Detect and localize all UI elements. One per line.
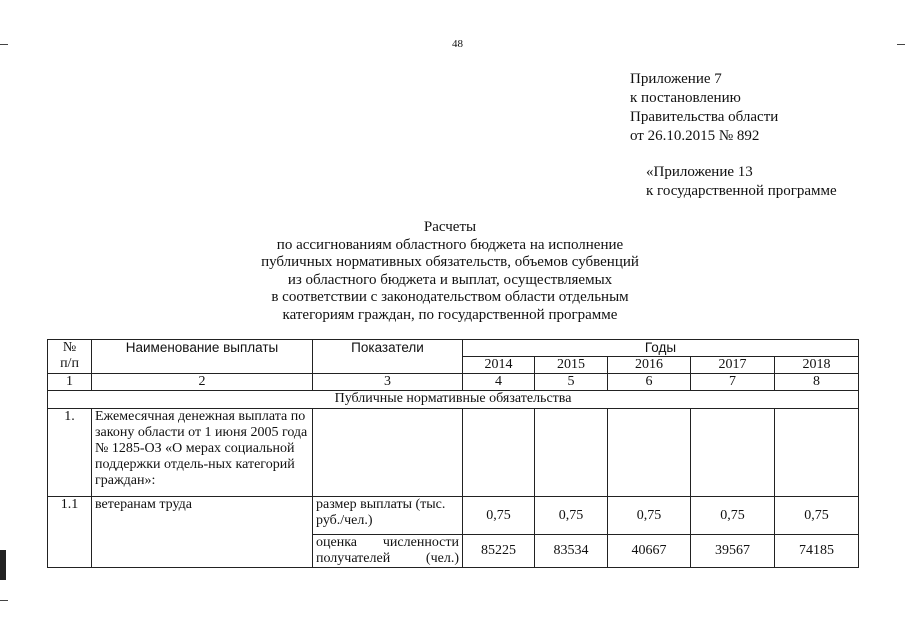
value-cell: 0,75 [775, 497, 859, 535]
appendix-line: Правительства области [630, 109, 779, 125]
appendix-quote-line: «Приложение 13 [646, 164, 753, 180]
value-cell: 39567 [691, 535, 775, 568]
column-number: 4 [463, 374, 535, 391]
appendix-block [630, 70, 778, 146]
table-row [48, 409, 859, 497]
column-number: 1 [48, 374, 92, 391]
header-num-cell [48, 340, 92, 374]
value-cell: 83534 [535, 535, 608, 568]
payment-name: ветеранам труда [92, 497, 313, 568]
appendix-line: Приложение 7 [630, 71, 722, 87]
header-years: Годы [463, 340, 859, 357]
document-title [240, 219, 660, 324]
column-number: 8 [775, 374, 859, 391]
value-cell [691, 409, 775, 497]
value-cell: 74185 [775, 535, 859, 568]
appendix-line: к постановлению [630, 90, 741, 106]
header-num-line2: п/п [60, 356, 79, 371]
scan-binding-mark [0, 550, 6, 580]
scan-edge-mark [0, 600, 8, 601]
title-line: категориям граждан, по государственной программе [282, 306, 618, 323]
value-cell: 0,75 [535, 497, 608, 535]
value-cell: 0,75 [691, 497, 775, 535]
payment-name: Ежемесячная денежная выплата по закону области от 1 июня 2005 года № 1285-ОЗ «О мерах социальной поддержки отдель-ных категорий граждан»: [92, 409, 313, 497]
header-num-line1: № [62, 340, 77, 355]
title-line: по ассигнованиям областного бюджета на исполнение [276, 236, 624, 253]
budget-table [47, 339, 859, 568]
row-number: 1. [48, 409, 92, 497]
column-number: 5 [535, 374, 608, 391]
value-cell: 0,75 [463, 497, 535, 535]
header-indicators: Показатели [313, 340, 463, 374]
section-row [48, 391, 859, 409]
appendix-line: от 26.10.2015 № 892 [630, 128, 760, 144]
page-number: 48 [452, 38, 463, 50]
year-cell: 2017 [691, 357, 775, 374]
header-name: Наименование выплаты [92, 340, 313, 374]
year-cell: 2014 [463, 357, 535, 374]
title-line: в соответствии с законодательством области отдельным [271, 289, 629, 305]
value-cell: 0,75 [608, 497, 691, 535]
table-row [48, 497, 859, 535]
column-number: 2 [92, 374, 313, 391]
indicator-label: оценка численности получателей (чел.) [313, 535, 463, 568]
indicator-cell [313, 409, 463, 497]
scan-edge-mark [0, 44, 8, 45]
year-cell: 2018 [775, 357, 859, 374]
scan-edge-mark [897, 44, 905, 45]
column-number: 6 [608, 374, 691, 391]
year-cell: 2016 [608, 357, 691, 374]
value-cell: 85225 [463, 535, 535, 568]
indicator-label: размер выплаты (тыс. руб./чел.) [313, 497, 463, 535]
year-cell: 2015 [535, 357, 608, 374]
appendix-quote-block [646, 163, 837, 201]
value-cell [608, 409, 691, 497]
appendix-quote-line: к государственной программе [646, 183, 837, 199]
column-number: 3 [313, 374, 463, 391]
section-title: Публичные нормативные обязательства [48, 391, 859, 409]
column-numbers-row [48, 374, 859, 391]
title-line: Расчеты [423, 219, 477, 235]
value-cell [775, 409, 859, 497]
title-line: из областного бюджета и выплат, осуществляемых [287, 271, 613, 288]
row-number: 1.1 [48, 497, 92, 568]
value-cell [535, 409, 608, 497]
column-number: 7 [691, 374, 775, 391]
title-line: публичных нормативных обязательств, объемов субвенций [261, 254, 639, 270]
header-row [48, 340, 859, 357]
value-cell: 40667 [608, 535, 691, 568]
value-cell [463, 409, 535, 497]
